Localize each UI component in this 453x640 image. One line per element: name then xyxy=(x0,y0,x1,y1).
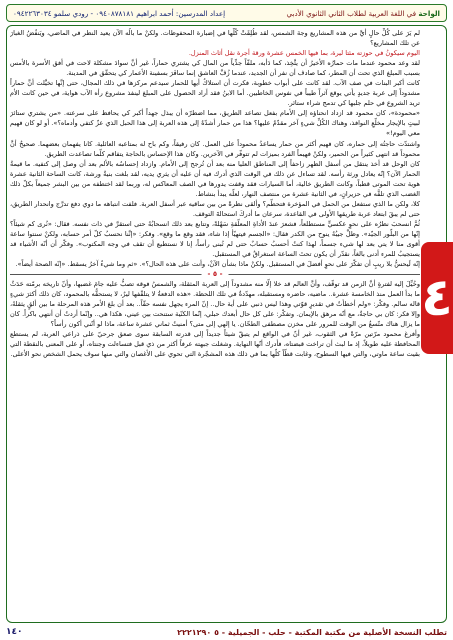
page-header xyxy=(6,4,447,22)
paragraph-7: كان الوحل قد أخذ ينتقل من أسفل الظهر زاحفاً إلى المناطق العليا منه بعد أن تُرجح إلى الأمام. وازداد إحساسُه بالألم بعد أن وصل إلى كتفيه. ما قيمةُ الحمار الآن؟ إنّه يعادل ورثة رأسه. لقد تساءل عن ذلك في الوقت الذي أدرك فيه أن عليه أن يثري يديه، لقد بلغت بنيةٌ ورشة، كانت الساحة الثانية عشرة هوية تحت الموتى قطباً، وكانت الطريق خالية، أما السيارات فقد وقفت يدورها في الصف المعاكس له، وربما لقد اختطفه من بين البشر جميعاً بكلّ ذلك الغضب الذي تلقَّه في حزيرانٍ، في الثانية عشرة من منتصف النهار، لعلّه يبدأ بنشاط. xyxy=(10,159,420,198)
paragraph-4: كانت أكبر البنات في صف الآب. لقد كانت على أبواب خطوبة، فكرت أن استلاكُ أيها للحمار سيدعم مركزها في ذلك المجال، حتى إنَّها تخيَّلت أنَّ حماراً مشدوداً إلى عربة جديدٍ يأتي يوقع آثراً طيباً في نفوس الخاطبين. أما الابنُ فقد أراد الحصول على المبلغ لينفذ مشروع رأه الآب هواية، في حين كانت الأم تريد الشروع في حلم جلبها كي تدمج شراء ستائر. xyxy=(10,79,420,108)
section-divider xyxy=(10,270,420,279)
lesson-number-tab xyxy=(421,242,453,354)
header-subject: في اللغة العربية لطلاب الثاني الثانوي الأدبي xyxy=(286,8,417,18)
paragraph-2: اليوم سيكونُ في حوزته مئتا ليرة، بما فيها الخمس عشرة ورقة أجرة نقل أثاث المنزل. xyxy=(188,49,420,58)
paragraph-1: لم يَرَ على كُلِّ حالٍ أيَّ من هذه المشاريع وجهَ الشمس، لقد طُلِقَتْ كُلُّها في إضبارة المحفوظات. ولكنْ ما بالُه الآن يعيد النظر في الماضي، ويَنفُضُ الغبارَ عن تلك المشاريع؟ xyxy=(10,29,420,48)
header-author: إعداد المدرسين: أحمد ابراهيم ٠٩٤٠٨٧٨١٨١ - رودي سلمو ٠٩٤٢٢٦٣٠٣٤ xyxy=(13,8,226,18)
lesson-number: ٤ xyxy=(421,268,453,328)
footer-ad: تطلب النسخة الأصلية من مكتبة المكتبة - حلب - الجميلية - ٥ ٢٢٢١٢٩٠ xyxy=(177,627,447,637)
paragraph-10: إنّه لَيحسُّ بلا ريبٍ أن تفكّرَ على نحوٍ أفضلَ في المستقبل. ولكنْ ماذا بشأن الآنْ، وأنت على هذه الحال؟». «ثم وما شيءٌ آخرُ يسقط. «إنّه الصحة أيضاً». xyxy=(15,260,420,269)
paragraph-8: كلا، ولكن ما الذي ستفعل من الحمل في المؤخرة فتحطّم؟ وألقى نظرةً من بين ساقيه عبر أسفل العربة. فلفت انتباهه ما دوي دفع تدرَّج وانحدار الطريق، حتى لم يبقَ ابتعاد عربة طريقها الأولى في القاعدة، سرعان ما أدركَ استحالةَ التوقف. xyxy=(10,199,420,218)
paragraph-5: «محمودة»، كان محمود قد ازداد انحناؤه إلى الأمام بفعل تصاعد الطريق، مما اضطرّه أن يبذل جهداً أكبر كي يحافظ على سرعته. «من يشتري ستائرَ لبيتٍ بالإيجار مخلّعِ النوافذ، وهناك الكُلِّ شيءٍ آخر مقدّمٌ عليها؟ هذا من حمار أشدّهُ إلى هذه العربة إلى هذا الحبل الذي عزّ كتفي وأدماه؟». أو لو كان فهيم معي اليوم!» xyxy=(10,109,420,138)
header-brand: الواحة xyxy=(418,8,440,18)
paragraph-9: ثُمَّ انسحبَ نظرُه على نحوٍ عكسيٍّ مستطلعاً، فشعرَ عندَ الأداةِ المعلّقةِ سَهْلةً، وتتابع بعد ذلك انسحابُهُ حتى استقرَّ في ذات نفسه. فقال: «نُرى كم شيئاً؟ إنّها من البلّور الجيّد». وظلَّ جيبُهُ ينوح من الكدر فقال: «الجسم فيتهيّأ إذا شاء، فقد وقع ما وقع». وفكر: «إنَّنا نحسبُ كلّ أمر حسابه، ولكنْ سنتوا ساعة أقوى منا لا يتي بعد لها شيء جسماً، لهذا كنتُ أحسبُ حسابٌ حتى لم تُبنى رأساً، إنا لا نستطيع أن تقف في وجه المكتوب». وفكّر أن أنّه الأشياء قد يستجيبُ للمرء أدنى بالغاً، نقدّر أن يكون تحتَ الساعة استغراقٌ في المستقبل. xyxy=(10,219,420,259)
section-number: - ٥ - xyxy=(202,269,229,279)
paragraph-11: وحُيِّلَ إليه لفترةٍ أنَّ الزمن قد توقّف، وأنَّ العالم قد خلا إلّا منه مشدوداً إلى العربة المثقلة، والشمسُ فوقه تصبُّ عليه جامَ غضبها، وأنّ تاريخه برمّته حَدَثٌ ما بدأ العمل منذ الخامسة عشرة.. ماضيه، حاضره ومستقبله، مهدّدةٌ في تلك اللحظة. «هذه الدفعةُ لا يتلقّفها ليرٌ، لا يستحقُّه بالمحمود، كان ذلك أكثرَ شيءٍ قاله سالم. وفكّر: «ولم أخطأتُ في تقديرٍ قوّتي وهذا ليس ذنبي على أية حال.. إنّ المرء يجهل نفسه حقّاً.. بعد أن بلغ الأمر هذه المرحلة ما بين ألقٍ يثقلهُ، وإلا فكر: كان بي حاجةٌ، مع أنّه مرهق بالإيمان. وتفكّر: على كل حال أبعدك حبلي، إنّما الكنّية ستنحت بين عيني، هكذا هي.. وإنّما أردتُ أن أنتهي باكراً. كان ما يزال هناك متّسعٌ من الوقت للمرور على مخزن مصطفى الطحّان. يا إلهي إلى متى؟ أمنيتُ ثماني عشرة ساعة، ماذا لو أنّني أكون رأساً؟ xyxy=(10,280,420,329)
header-title xyxy=(287,9,440,18)
paragraph-12: وأفرغ محمود مرّتين مرّةً في الثقوب، غير أنّ في الواقع لم يتبقّ شيئاً جديداً إلى قدرته السابقة سوى صعق جرحيّ على ذراعي العربة، لم يستطع المحافظة عليه طويلاً، إذ ما لبث أن تراخت قبضتاه، فأدرك أنّها النهاية. وشغلت جبهته عرفاً أكثر من ذي قبل فتساءلت وجنتاه، أو على المعنى بالنقطة التي بقيت ساعة ماوتي، والتي فيها السطوح، وغابت قطّاً كلّها بما في ذلك هذه المشجّرة التي تحوي على الأغصان والتي منها سوف يحمل الشخص نحو الأعلى. xyxy=(10,330,420,359)
paragraph-3: لقد وعد محمود عندما مات حمارُه الأخيرُ أن يتَّخِذ، كما دَأبه، ملفّاً جدِّياً من المال كي يشتري حماراً، غير أنَّ سوادَ مشكلة لاحت في أفق الأسرة بالأمس بسبب المبلغ الذي تحت أن المطر، كما صادف أن نفر أن الجديد، عندما زُفَّ العاشق إنما سافَرَ بسفينة الأعمار كي يتحقّق في المدينة. xyxy=(10,59,420,78)
page-footer xyxy=(6,625,447,639)
paragraph-6: واشتدّت حاجتُه إلى حماره، كان فهيم أكثر من حمار يساعدُ محموداً على العمل. كان رفيقاً، وكم باح له بمتاعبه العائلية. كانا يفهمان بعضهما. صحيحٌ أنَّ محموداً قد انتهى كثيراً من الحمير، ولكنْ فهيماً الفرد بميزات لم تتوفّر في الآخرين. وكان هذا الإحساس بالحاجة يتفاقم كلّما تصاعدت الطريق. xyxy=(10,139,420,158)
document-body xyxy=(10,28,420,618)
page-number: ١٤٠ xyxy=(6,627,23,637)
